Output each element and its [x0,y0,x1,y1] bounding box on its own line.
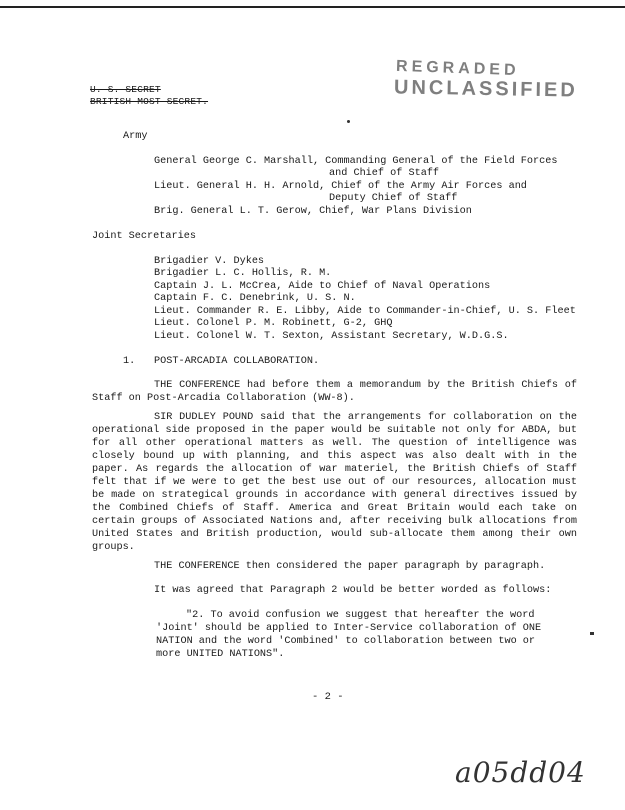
us-classification: U. S. SECRET [90,84,161,95]
quoted-paragraph-2: "2. To avoid confusion we suggest that hereafter the word 'Joint' should be applied to Inter-Service collaboration of ONE NATION and the word 'Combined' to collaboration between two or more UNITED NATIONS". [156,610,542,660]
army-member: Lieut. General H. H. Arnold, Chief of the Army Air Forces and [154,181,527,192]
secretary-member: Lieut. Colonel P. M. Robinett, G-2, GHQ [154,318,393,329]
paragraph-consideration: THE CONFERENCE then considered the paper paragraph by paragraph. [154,561,546,572]
ink-dot [347,120,350,123]
army-member: Brig. General L. T. Gerow, Chief, War Plans Division [154,206,472,217]
army-heading: Army [123,131,148,142]
army-member: General George C. Marshall, Commanding General of the Field Forces [154,156,558,167]
top-border-rule [0,6,625,8]
margin-mark [590,632,594,635]
secretary-member: Brigadier L. C. Hollis, R. M. [154,268,332,279]
army-member: Deputy Chief of Staff [329,193,458,204]
section-title: POST-ARCADIA COLLABORATION. [154,356,320,367]
section-number: 1. [123,356,136,367]
secretary-member: Lieut. Commander R. E. Libby, Aide to Commander-in-Chief, U. S. Fleet [154,306,576,317]
page-number: - 2 - [312,691,344,703]
paragraph-pound-statement: SIR DUDLEY POUND said that the arrangements for collaboration on the operational side proposed in the paper would be suitable not only for ABDA, but for all other operational matters as well. The question of intelligence was closely bound up with planning, and this aspect was also dealt with in the paper. As regards the allocation of war materiel, the British Chiefs of Staff felt that if we were to get the best use out of our resources, allocation must be made on strategical grounds in accordance with general directives issued by the Combined Chiefs of Staff. America and Great Britain would each take on certain groups of Associated Nations and, after receiving bulk allocations from United States and British production, would sub-allocate them among their own groups. [92,412,577,553]
regraded-stamp-line1: REGRADED [395,57,520,80]
regraded-stamp-line2: UNCLASSIFIED [393,76,578,102]
secretary-member: Lieut. Colonel W. T. Sexton, Assistant Secretary, W.D.G.S. [154,331,509,342]
secretary-member: Brigadier V. Dykes [154,256,265,267]
joint-secretaries-heading: Joint Secretaries [92,231,196,242]
secretary-member: Captain J. L. McCrea, Aide to Chief of Naval Operations [154,281,491,292]
army-member: and Chief of Staff [329,168,440,179]
secretary-member: Captain F. C. Denebrink, U. S. N. [154,293,356,304]
handwritten-document-id: a05dd04 [455,756,586,789]
british-classification: BRITISH MOST SECRET. [90,96,209,107]
paragraph-agreement: It was agreed that Paragraph 2 would be better worded as follows: [154,585,552,596]
paragraph-memorandum: THE CONFERENCE had before them a memorandum by the British Chiefs of Staff on Post-Arcadia Collaboration (WW-8). [92,380,577,404]
